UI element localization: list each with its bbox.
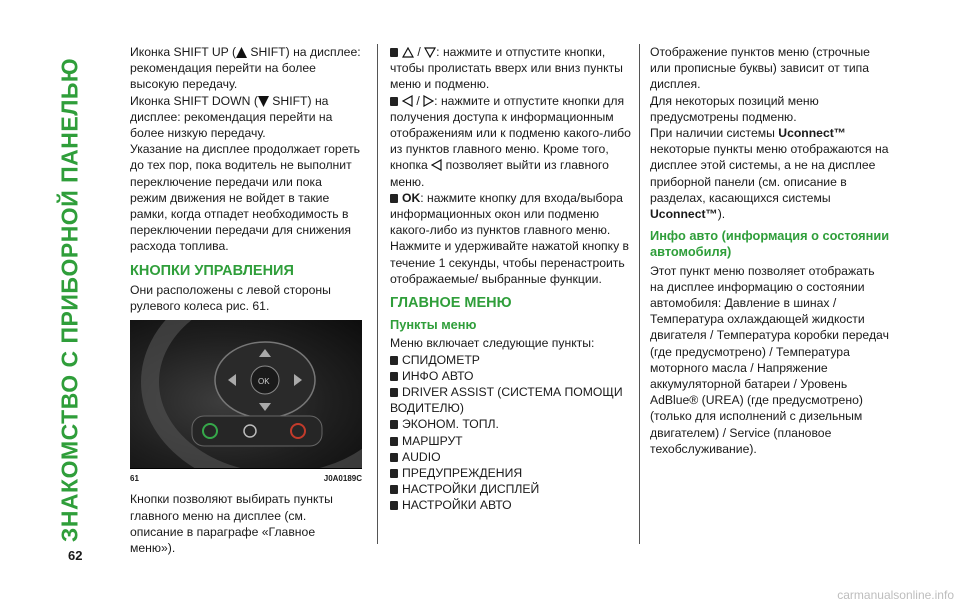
bullet-icon — [390, 372, 398, 381]
list-item: НАСТРОЙКИ АВТО — [390, 497, 640, 513]
controls-paragraph: Они расположены с левой стороны рулевого колеса рис. 61. — [130, 282, 331, 314]
steering-controls-illustration — [130, 320, 362, 468]
svg-text:OK: OK — [258, 377, 270, 387]
list-item: МАРШРУТ — [390, 433, 640, 449]
submenu-paragraph: Для некоторых позиций меню предусмотрены подменю. — [650, 93, 819, 124]
arrow-up-icon — [402, 47, 414, 58]
watermark: carmanualsonline.info — [837, 588, 954, 602]
bullet-icon — [390, 194, 398, 203]
shift-indicator-paragraph: Указание на дисплее продолжает гореть до тех пор, пока водитель не выполнит переключение передачи или пока режим движения не войдет в такие рамки, когда отпадет необходимость в переключении передачи для снижения расхода топлива. — [130, 142, 360, 254]
menu-items-subheading: Пункты меню — [390, 317, 477, 333]
page-number: 62 — [68, 548, 83, 563]
arrow-right-icon — [423, 95, 434, 107]
arrow-left-icon — [402, 95, 413, 107]
buttons-paragraph: Кнопки позволяют выбирать пункты главного меню на дисплее (см. описание в параграфе «Главное меню»). — [130, 492, 333, 556]
list-item: ПРЕДУПРЕЖДЕНИЯ — [390, 465, 640, 481]
bullet-icon — [390, 469, 398, 478]
arrow-left-icon — [431, 159, 442, 171]
column-2 — [390, 44, 640, 514]
uconnect-paragraph: При наличии системы Uconnect™ некоторые пункты меню отображаются на дисплее этой системы, а не на дисплее приборной панели (см. описание в разделах, касающихся системы Uconnect™). — [650, 126, 889, 222]
bullet-icon — [390, 388, 398, 397]
steering-wheel-photo — [130, 320, 362, 468]
figure-caption — [130, 468, 362, 487]
controls-heading: КНОПКИ УПРАВЛЕНИЯ — [130, 262, 294, 279]
shift-down-paragraph: Иконка SHIFT DOWN ( SHIFT) на дисплее: рекомендация перейти на более низкую передачу. — [130, 93, 333, 141]
column-divider — [377, 44, 378, 544]
list-item: AUDIO — [390, 449, 640, 465]
ok-paragraph: OK: нажмите кнопку для входа/выбора информационных окон или подменю какого-либо из пунктов главного меню. Нажмите и удерживайте нажатой кнопку в течение 1 секунды, чтобы перенастроить отображаемые/ выбранные функции. — [390, 190, 630, 286]
main-menu-heading: ГЛАВНОЕ МЕНЮ — [390, 295, 512, 312]
bullet-icon — [390, 485, 398, 494]
arrow-down-icon — [424, 47, 436, 58]
list-item: НАСТРОЙКИ ДИСПЛЕЙ — [390, 481, 640, 497]
case-paragraph: Отображение пунктов меню (строчные или прописные буквы) зависит от типа дисплея. — [650, 45, 870, 92]
bullet-icon — [390, 48, 398, 57]
list-item: СПИДОМЕТР — [390, 352, 640, 368]
shift-up-paragraph: Иконка SHIFT UP ( SHIFT) на дисплее: рекомендация перейти на более высокую передачу. — [130, 45, 361, 92]
section-side-title: ЗНАКОМСТВО С ПРИБОРНОЙ ПАНЕЛЬЮ — [56, 57, 83, 543]
left-right-paragraph: / : нажмите и отпустите кнопки для получения доступа к информационным отображениям или к подменю какого-либо из пунктов главного меню. Кроме того, кнопка позволяет выйти из главного меню. — [390, 93, 631, 189]
list-item: DRIVER ASSIST (СИСТЕМА ПОМОЩИ ВОДИТЕЛЮ) — [390, 385, 623, 416]
shift-down-icon — [258, 96, 269, 107]
bullet-icon — [390, 356, 398, 365]
bullet-icon — [390, 97, 398, 106]
column-3 — [650, 44, 890, 457]
column-1 — [130, 44, 362, 556]
figure-code: J0A0189C — [323, 474, 362, 484]
vehicle-info-heading: Инфо авто (информация о состоянии автомобиля) — [650, 228, 890, 260]
bullet-icon — [390, 453, 398, 462]
bullet-icon — [390, 420, 398, 429]
menu-list — [390, 352, 640, 514]
shift-up-icon — [236, 47, 247, 58]
bullet-icon — [390, 501, 398, 510]
list-item: ИНФО АВТО — [390, 368, 640, 384]
bullet-icon — [390, 437, 398, 446]
figure-number: 61 — [130, 474, 139, 484]
menu-intro: Меню включает следующие пункты: — [390, 336, 595, 351]
vehicle-info-paragraph: Этот пункт меню позволяет отображать на дисплее информацию о состоянии автомобиля: Давление в шинах / Температура охлаждающей жидкости двигателя / Температура коробки передач (где предусмотрено) / Температура моторного масла / Напряжение аккумуляторной батареи / Уровень AdBlue® (UREA) (где предусмотрено) (только для исполнений с дизельным двигателем) / Service (плановое техобслуживание). — [650, 263, 889, 456]
list-item: ЭКОНОМ. ТОПЛ. — [390, 416, 640, 432]
up-down-paragraph: / : нажмите и отпустите кнопки, чтобы пролистать вверх или вниз пункты меню и подменю. — [390, 45, 623, 92]
